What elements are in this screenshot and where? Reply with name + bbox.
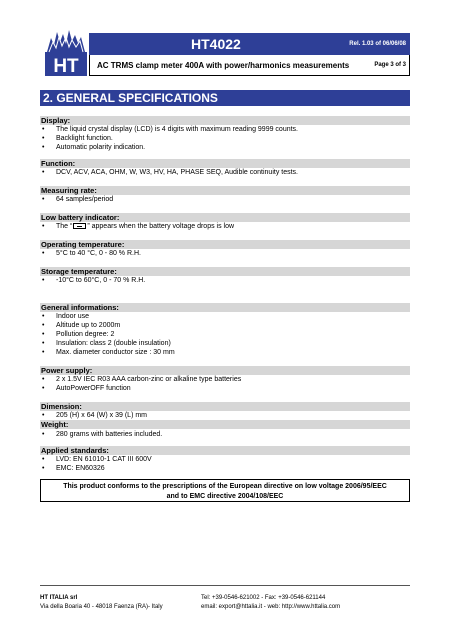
spec-heading-measuring-rate: Measuring rate: [40,186,410,195]
spec-heading-operating-temperature: Operating temperature: [40,240,410,249]
header-page-number: Page 3 of 3 [374,62,406,68]
ht-logo-icon [45,28,87,76]
bullet-icon: • [42,376,45,383]
bullet-icon: • [42,313,45,320]
section-title: 2. GENERAL SPECIFICATIONS [40,90,410,106]
list-item: • EMC: EN60326 [42,465,105,472]
bullet-icon: • [42,144,45,151]
bullet-icon: • [42,126,45,133]
spec-heading-storage-temperature: Storage temperature: [40,267,410,276]
footer-divider [40,585,410,586]
bullet-icon: • [42,465,45,472]
list-item: • Pollution degree: 2 [42,331,115,338]
bullet-icon: • [42,196,45,203]
spec-heading-applied-standards: Applied standards: [40,446,410,455]
header-subtitle: AC TRMS clamp meter 400A with power/harmonics measurements [97,61,350,70]
footer-phone: Tel: +39-0546-621002 - Fax: +39-0546-621144 [201,595,326,601]
bullet-icon: • [42,456,45,463]
bullet-icon: • [42,223,45,230]
bullet-icon: • [42,135,45,142]
bullet-icon: • [42,431,45,438]
bullet-icon: • [42,250,45,257]
conformity-line-1: This product conforms to the prescriptions of the European directive on low voltage 2006/95/EEC [63,483,387,490]
header-title: HT4022 [191,36,241,52]
conformity-line-2: and to EMC directive 2004/108/EEC [166,492,284,500]
header-release: Rel. 1.03 of 06/06/08 [349,41,406,47]
bullet-icon: • [42,349,45,356]
conformity-notice [40,479,410,502]
list-item: • -10°C to 60°C, 0 - 70 % R.H. [42,277,146,284]
bullet-icon: • [42,169,45,176]
spec-heading-low-battery: Low battery indicator: [40,213,410,222]
bullet-icon: • [42,412,45,419]
list-item: • 5°C to 40 °C, 0 - 80 % R.H. [42,250,141,257]
list-item: • Insulation: class 2 (double insulation) [42,340,171,347]
spec-heading-power-supply: Power supply: [40,366,410,375]
spec-heading-weight: Weight: [40,420,410,429]
footer-contact: email: export@httalia.it - web: http://www.httalia.com [201,604,341,610]
bullet-icon: • [42,340,45,347]
list-item: • 64 samples/period [42,196,114,203]
list-item: • Indoor use [42,313,90,320]
list-item: • 2 x 1.5V IEC R03 AAA carbon-zinc or alkaline type batteries [42,376,242,383]
bullet-icon: • [42,322,45,329]
footer-company: HT ITALIA srl [40,595,78,601]
ht-logo [45,28,87,76]
list-item: • LVD: EN 61010-1 CAT III 600V [42,456,152,463]
bullet-icon: • [42,277,45,284]
footer-address: Via della Boaria 40 - 48018 Faenza (RA)- Italy [40,604,163,610]
list-item: • The “ ” appears when the battery voltage drops is low [42,223,235,230]
spec-heading-general-informations: General informations: [40,303,410,312]
list-item: • 280 grams with batteries included. [42,431,163,438]
spec-heading-function: Function: [40,159,410,168]
logo-text: HT [53,56,79,76]
list-item: • The liquid crystal display (LCD) is 4 digits with maximum reading 9999 counts. [42,126,298,133]
spec-heading-display: Display: [40,116,410,125]
list-item: • Altitude up to 2000m [42,322,121,329]
bullet-icon: • [42,331,45,338]
spec-heading-dimension: Dimension: [40,402,410,411]
list-item: • 205 (H) x 64 (W) x 39 (L) mm [42,412,148,419]
list-item: • Backlight function. [42,135,113,142]
bullet-icon: • [42,385,45,392]
list-item: • Automatic polarity indication. [42,144,146,151]
list-item: • AutoPowerOFF function [42,385,131,392]
list-item: • Max. diameter conductor size : 30 mm [42,349,175,356]
list-item: • DCV, ACV, ACA, OHM, W, W3, HV, HA, PHASE SEQ, Audible continuity tests. [42,169,298,176]
battery-low-icon [73,223,86,229]
